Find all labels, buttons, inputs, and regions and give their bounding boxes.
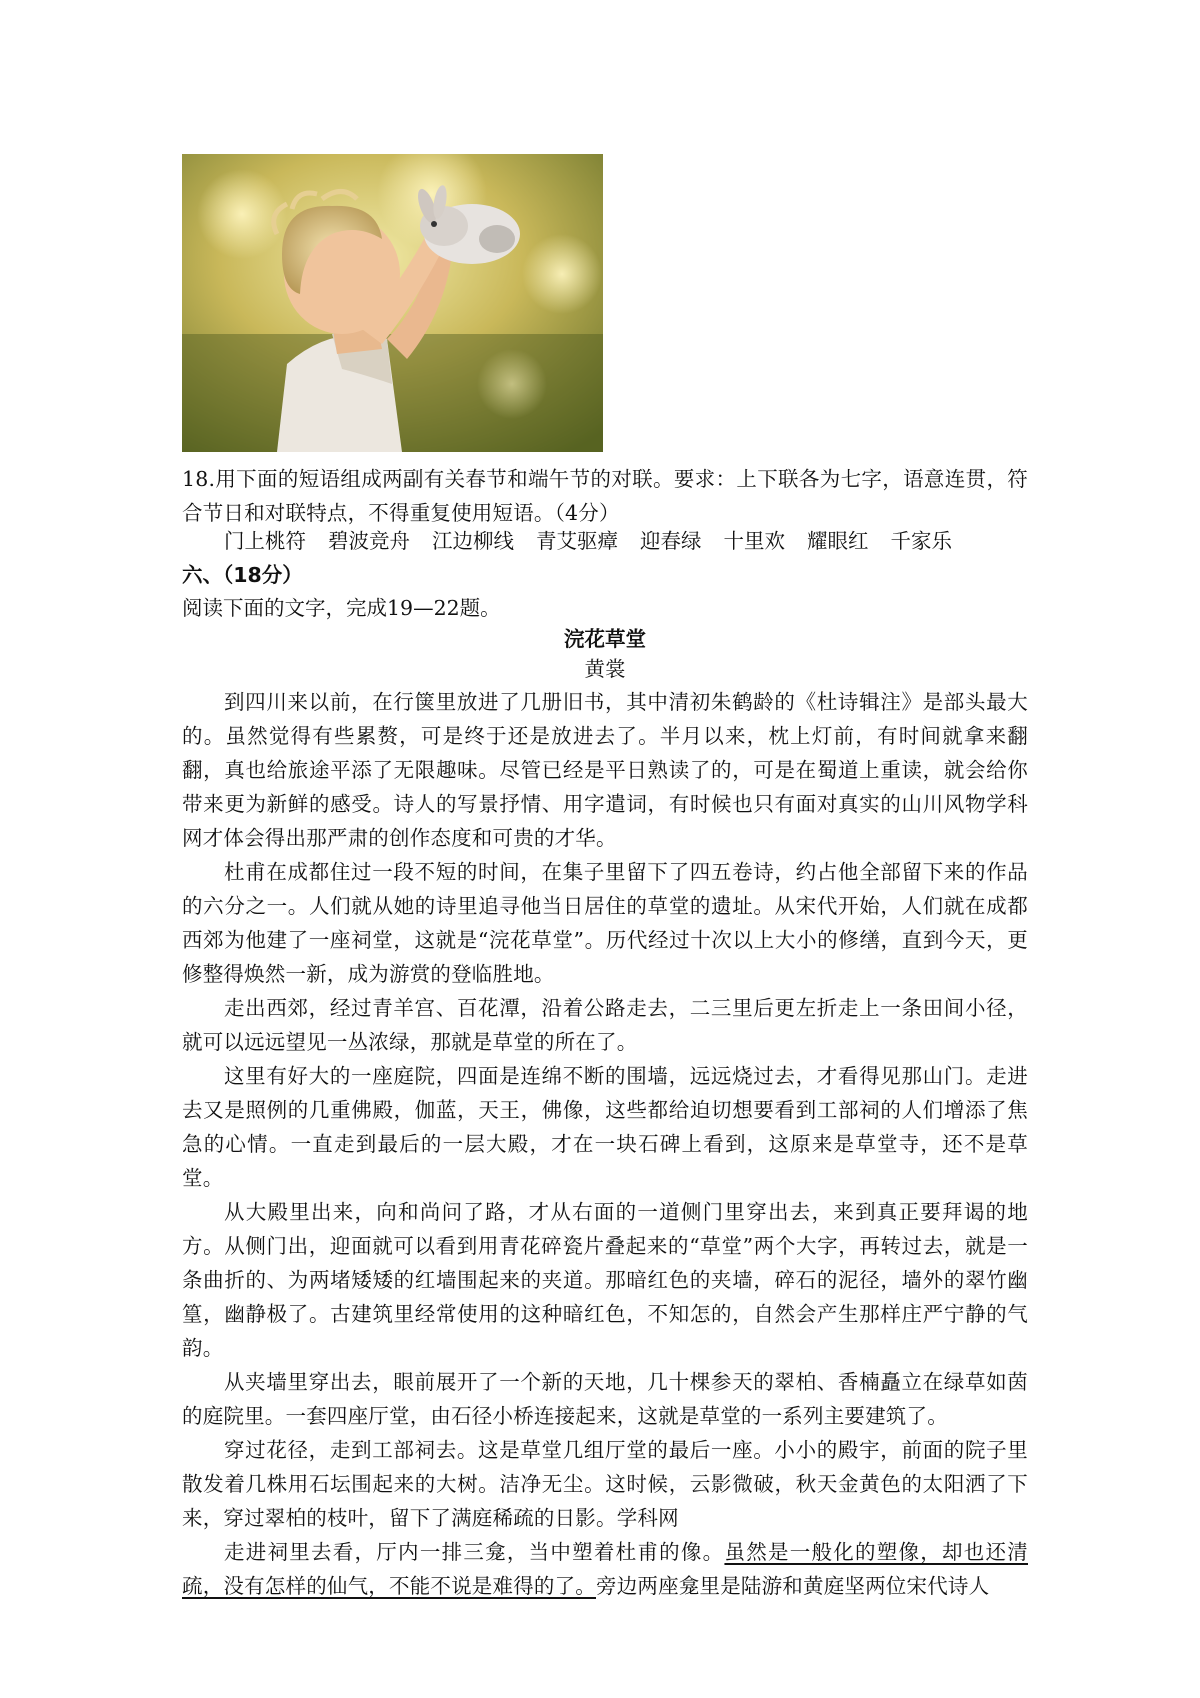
last-paragraph-before: 走进祠里去看，厅内一排三龛，当中塑着杜甫的像。 <box>224 1540 725 1564</box>
article-paragraph: 走出西郊，经过青羊宫、百花潭，沿着公路走去，二三里后更左折走上一条田间小径，就可以远远望见一丛浓绿，那就是草堂的所在了。 <box>182 996 1028 1054</box>
article-author: 黄裳 <box>584 657 626 681</box>
article-paragraph: 到四川来以前，在行箧里放进了几册旧书，其中清初朱鹤龄的《杜诗辑注》是部头最大的。虽然觉得有些累赘，可是终于还是放进去了。半月以来，枕上灯前，有时间就拿来翻翻，真也给旅途平添了无限趣味。尽管已经是平日熟读了的，可是在蜀道上重读，就会给你带来更为新鲜的感受。诗人的写景抒情、用字遣词，有时候也只有面对真实的山川风物学科网才体会得出那严肃的创作态度和可贵的才华。 <box>182 690 1028 850</box>
child-with-rabbit-photo <box>182 154 603 452</box>
phrase-item: 碧波竞舟 <box>328 529 410 553</box>
last-paragraph-after: 旁边两座龛里是陆游和黄庭坚两位宋代诗人 <box>596 1574 990 1598</box>
article-paragraph: 从大殿里出来，向和尚问了路，才从右面的一道侧门里穿出去，来到真正要拜谒的地方。从侧门出，迎面就可以看到用青花碎瓷片叠起来的“草堂”两个大字，再转过去，就是一条曲折的、为两堵矮矮的红墙围起来的夹道。那暗红色的夹墙，碎石的泥径，墙外的翠竹幽篁，幽静极了。古建筑里经常使用的这种暗红色，不知怎的，自然会产生那样庄严宁静的气韵。 <box>182 1200 1028 1360</box>
phrase-item: 耀眼红 <box>807 529 869 553</box>
phrase-item: 十里欢 <box>723 529 785 553</box>
question-18 <box>182 462 1028 530</box>
phrase-item: 门上桃符 <box>224 529 306 553</box>
phrase-item: 千家乐 <box>890 529 952 553</box>
article-title: 浣花草堂 <box>564 627 646 651</box>
article-paragraph: 这里有好大的一座庭院，四面是连绵不断的围墙，远远烧过去，才看得见那山门。走进去又是照例的几重佛殿，伽蓝，天王，佛像，这些都给迫切想要看到工部祠的人们增添了焦急的心情。一直走到最后的一层大殿，才在一块石碑上看到，这原来是草堂寺，还不是草堂。 <box>182 1064 1028 1190</box>
question-18-text: 18.用下面的短语组成两副有关春节和端午节的对联。要求：上下联各为七字，语意连贯，符合节日和对联特点，不得重复使用短语。（4分） <box>182 467 1028 525</box>
section-heading: 六、（18分） <box>182 563 303 587</box>
article-paragraph-last <box>182 1535 1028 1603</box>
article-paragraph: 从夹墙里穿出去，眼前展开了一个新的天地，几十棵参天的翠柏、香楠矗立在绿草如茵的庭院里。一套四座厅堂，由石径小桥连接起来，这就是草堂的一系列主要建筑了。 <box>182 1370 1028 1428</box>
article-paragraph: 杜甫在成都住过一段不短的时间，在集子里留下了四五卷诗，约占他全部留下来的作品的六分之一。人们就从她的诗里追寻他当日居住的草堂的遗址。从宋代开始，人们就在成都西郊为他建了一座祠堂，这就是“浣花草堂”。历代经过十次以上大小的修缮，直到今天，更修整得焕然一新，成为游赏的登临胜地。 <box>182 860 1028 986</box>
phrase-list <box>224 524 1024 558</box>
phrase-item: 青艾驱瘴 <box>536 529 618 553</box>
article-body <box>182 685 1028 1603</box>
article-paragraph: 穿过花径，走到工部祠去。这是草堂几组厅堂的最后一座。小小的殿宇，前面的院子里散发着几株用石坛围起来的大树。洁净无尘。这时候，云影微破，秋天金黄色的太阳洒了下来，穿过翠柏的枝叶，留下了满庭稀疏的日影。学科网 <box>182 1438 1028 1530</box>
underlined-sentence: 虽然是一般化的塑像，却也还清疏，没有怎样的仙气，不能不说是难得的了。 <box>182 1540 1028 1598</box>
phrase-item: 江边柳线 <box>432 529 514 553</box>
section-instruction: 阅读下面的文字，完成19—22题。 <box>182 596 501 620</box>
phrase-item: 迎春绿 <box>640 529 702 553</box>
